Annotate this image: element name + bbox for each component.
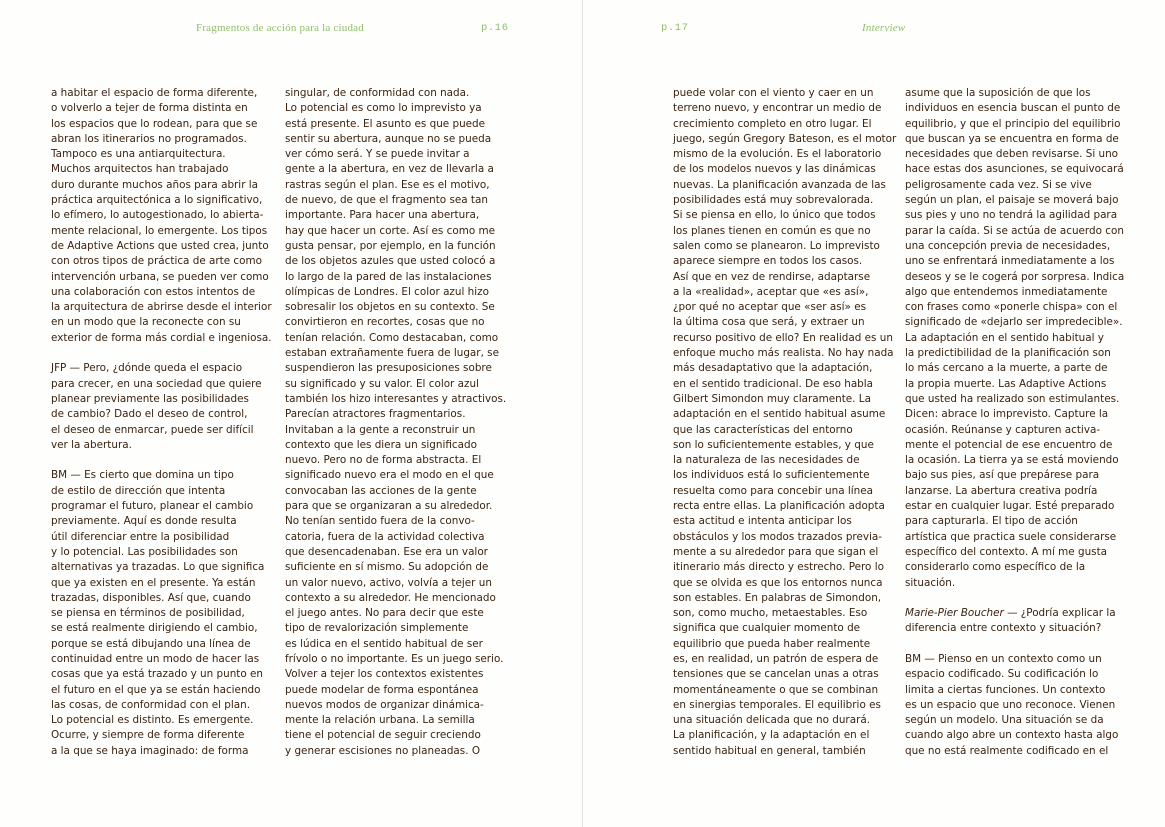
text-line: nuevo. Pero no de forma abstracta. El bbox=[285, 454, 482, 467]
running-title-right: Interview bbox=[862, 22, 906, 34]
text-line: en sinergias temporales. El equilibrio es bbox=[673, 698, 881, 711]
paragraph-gap bbox=[51, 453, 269, 468]
text-line: asume que la suposición de que los bbox=[905, 87, 1091, 99]
text-line: la propia muerte. Las Adaptive Actions bbox=[905, 377, 1107, 390]
text-line: Ocurre, y siempre de forma diferente bbox=[51, 729, 245, 742]
text-line: también los hizo interesantes y atractivos. bbox=[285, 392, 507, 405]
text-line: gente a la abertura, en vez de llevarla a bbox=[285, 163, 494, 176]
text-line: lo más cercano a la muerte, a parte de bbox=[905, 362, 1108, 375]
text-line: espacio codificado. Su codificación lo bbox=[905, 668, 1099, 681]
text-line: La planificación, y la adaptación en el bbox=[673, 729, 870, 742]
text-line: mente el potencial de ese encuentro de bbox=[905, 438, 1113, 451]
text-line: contexto que les diera un significado bbox=[285, 438, 477, 451]
text-line: situación. bbox=[905, 576, 956, 589]
text-line: es lúdica en el sentido habitual de ser bbox=[285, 637, 483, 650]
text-line: Tampoco es una antiarquitectura. bbox=[51, 148, 226, 161]
text-line: la ocasión. La tierra ya se está moviendo bbox=[905, 454, 1119, 467]
text-line: a la «realidad», aceptar que «es así», bbox=[673, 285, 869, 298]
text-line: suficiente en sí mismo. Su adopción de bbox=[285, 561, 489, 574]
text-line: de Adaptive Actions que usted crea, junto bbox=[51, 239, 269, 252]
text-line: y generar escisiones no planeadas. O bbox=[285, 744, 480, 757]
text-line: JFP — Pero, ¿dónde queda el espacio bbox=[51, 362, 243, 375]
text-line: útil diferenciar entre la posibilidad bbox=[51, 530, 230, 543]
text-line: el futuro en el que ya se están haciendo bbox=[51, 683, 261, 696]
text-line: momentáneamente o que se combinan bbox=[673, 683, 879, 696]
text-line: singular, de conformidad con nada. bbox=[285, 87, 470, 99]
text-line: mente relacional, lo emergente. Los tipos bbox=[51, 224, 268, 237]
text-line: aparece siempre en todos los casos. bbox=[673, 255, 863, 268]
text-line: esta actitud e intenta anticipar los bbox=[673, 515, 852, 528]
text-line: hace estas dos asunciones, se equivocará bbox=[905, 163, 1124, 176]
text-line: mismo de la evolución. Es el laboratorio bbox=[673, 148, 882, 161]
text-line: el juego antes. No para decir que este bbox=[285, 607, 484, 620]
text-line: crecimiento completo en otro lugar. El bbox=[673, 117, 872, 130]
text-line: peligrosamente cada vez. Si se vive bbox=[905, 178, 1092, 191]
text-line: sobresalir los objetos en su contexto. Se bbox=[285, 301, 495, 314]
text-line: que desencadenaban. Ese era un valor bbox=[285, 545, 488, 558]
text-line: la predictibilidad de la planificación son bbox=[905, 347, 1111, 360]
text-line: de los objetos azules que usted colocó a bbox=[285, 255, 496, 268]
text-line: significado de «dejarlo ser impredecible». bbox=[905, 316, 1123, 329]
text-line: rastras según el plan. Ese es el motivo, bbox=[285, 178, 490, 191]
text-line: recurso positivo de ello? En realidad es un bbox=[673, 331, 893, 344]
text-line: Dicen: abrace lo imprevisto. Capture la bbox=[905, 408, 1109, 421]
text-line: trazadas, disponibles. Así que, cuando bbox=[51, 591, 251, 604]
text-line: tensiones que se cancelan unas a otras bbox=[673, 668, 879, 681]
text-line: su significado y su valor. El color azul bbox=[285, 377, 479, 390]
text-line: para crecer, en una sociedad que quiere bbox=[51, 377, 262, 390]
text-line: la última cosa que será, y extraer un bbox=[673, 316, 865, 329]
text-line: que ya existen en el presente. Ya están bbox=[51, 576, 256, 589]
text-line: puede volar con el viento y caer en un bbox=[673, 87, 874, 99]
text-line: mente la relación urbana. La semilla bbox=[285, 714, 475, 727]
text-line: obstáculos y los modos trazados previa- bbox=[673, 530, 883, 543]
text-line: contexto a su alrededor. He mencionado bbox=[285, 591, 496, 604]
text-line: equilibrio, y que el principio del equilibrio bbox=[905, 117, 1121, 130]
text-line: equilibrio que pueda haber realmente bbox=[673, 637, 871, 650]
text-line: de nuevo, de que el fragmento sea tan bbox=[285, 194, 488, 207]
text-line: que no está realmente codificado en el bbox=[905, 744, 1109, 757]
text-line: sus pies y uno no tendrá la agilidad para bbox=[905, 209, 1118, 222]
text-line: a habitar el espacio de forma diferente, bbox=[51, 87, 258, 99]
text-line: o volverlo a tejer de forma distinta en bbox=[51, 102, 248, 115]
column-4-body bbox=[905, 86, 1123, 591]
text-line: cosas que ya está trazado y un punto en bbox=[51, 668, 264, 681]
text-line: lo efímero, lo autogestionado, lo abierta- bbox=[51, 209, 264, 222]
text-line: deseos y se le cogerá por sorpresa. Indica bbox=[905, 270, 1125, 283]
text-line: intervención urbana, se pueden ver como bbox=[51, 270, 269, 283]
text-line: son, como mucho, metaestables. Eso bbox=[673, 607, 868, 620]
paragraph-gap bbox=[905, 591, 1123, 606]
text-line: uno se enfrentará inmediatamente a los bbox=[905, 255, 1115, 268]
text-line: es, en realidad, un patrón de espera de bbox=[673, 652, 879, 665]
text-line: las cosas, de conformidad con el plan. bbox=[51, 698, 251, 711]
text-line: significado nuevo era el modo en el que bbox=[285, 469, 494, 482]
text-line: Volver a tejer los contextos existentes bbox=[285, 668, 484, 681]
text-column-3 bbox=[673, 86, 897, 759]
text-line: gusta pensar, por ejemplo, en la función bbox=[285, 239, 496, 252]
text-line: sentir su abertura, aunque no se pueda bbox=[285, 132, 492, 145]
text-line: ver la abertura. bbox=[51, 438, 132, 451]
text-line: necesidades que deben revisarse. Si uno bbox=[905, 148, 1119, 161]
text-line: nuevos modos de organizar dinámica- bbox=[285, 698, 484, 711]
text-line: alternativas ya trazadas. Lo que significa bbox=[51, 561, 265, 574]
text-line: nuevas. La planificación avanzada de las bbox=[673, 178, 886, 191]
text-line: significa que cualquier momento de bbox=[673, 622, 861, 635]
answer-paragraph bbox=[905, 652, 1123, 759]
text-line: está presente. El asunto es que puede bbox=[285, 117, 486, 130]
text-line: Invitaban a la gente a reconstruir un bbox=[285, 423, 476, 436]
text-line: la naturaleza de las necesidades de bbox=[673, 454, 860, 467]
text-line: Si se piensa en ello, lo único que todos bbox=[673, 209, 876, 222]
text-line: lo largo de la pared de las instalaciones bbox=[285, 270, 492, 283]
text-line: específico del contexto. A mí me gusta bbox=[905, 545, 1108, 558]
text-line: los espacios que lo rodean, para que se bbox=[51, 117, 258, 130]
text-line: artística que practica suele considerarse bbox=[905, 530, 1117, 543]
text-line: olímpicas de Londres. El color azul hizo bbox=[285, 285, 489, 298]
text-line: se está realmente dirigiendo el cambio, bbox=[51, 622, 258, 635]
text-line: un valor nuevo, activo, volvía a tejer un bbox=[285, 576, 492, 589]
text-line: adaptación en el sentido habitual asume bbox=[673, 408, 886, 421]
text-line: BM — Es cierto que domina un tipo bbox=[51, 469, 234, 482]
text-line: importante. Para hacer una abertura, bbox=[285, 209, 480, 222]
text-line: mente a su alrededor para que sigan el bbox=[673, 545, 879, 558]
text-line: Gilbert Simondon muy claramente. La bbox=[673, 392, 871, 405]
text-line: duro durante muchos años para abrir la bbox=[51, 178, 259, 191]
text-line: una colaboración con estos intentos de bbox=[51, 285, 256, 298]
text-line: individuos en esencia buscan el punto de bbox=[905, 102, 1121, 115]
text-line: que usted ha realizado son estimulantes. bbox=[905, 392, 1120, 405]
text-line: ver cómo será. Y se puede invitar a bbox=[285, 148, 470, 161]
text-line: suspendieron las presuposiciones sobre bbox=[285, 362, 492, 375]
text-line: son lo suficientemente estables, y que bbox=[673, 438, 874, 451]
text-line: Lo potencial es distinto. Es emergente. bbox=[51, 714, 254, 727]
text-line: según un modelo. Una situación se da bbox=[905, 714, 1104, 727]
text-line: convirtieron en recortes, cosas que no bbox=[285, 316, 485, 329]
text-line: enfoque mucho más realista. No hay nada bbox=[673, 347, 894, 360]
right-page bbox=[583, 0, 1165, 827]
text-line: recta entre ellas. La planificación adopta bbox=[673, 500, 885, 513]
text-line: los individuos está lo suficientemente bbox=[673, 469, 870, 482]
text-line: para que se organizaran a su alrededor. bbox=[285, 500, 493, 513]
text-line: de los modelos nuevos y las dinámicas bbox=[673, 163, 876, 176]
text-line: Parecían atractores fragmentarios. bbox=[285, 408, 466, 421]
text-line: se piensa en términos de posibilidad, bbox=[51, 607, 245, 620]
text-line: estaban extrañamente fuera de lugar, se bbox=[285, 347, 499, 360]
text-line: parar la caída. Si se actúa de acuerdo con bbox=[905, 224, 1124, 237]
text-line: una concepción previa de necesidades, bbox=[905, 239, 1111, 252]
text-line: en el sentido tradicional. De eso habla bbox=[673, 377, 874, 390]
text-line: No tenían sentido fuera de la convo- bbox=[285, 515, 475, 528]
text-line: con frases como «ponerle chispa» con el bbox=[905, 301, 1118, 314]
text-line: tenían relación. Como destacaban, como bbox=[285, 331, 499, 344]
text-line: lanzarse. La abertura creativa podría bbox=[905, 484, 1098, 497]
text-line: para capturarla. El tipo de acción bbox=[905, 515, 1078, 528]
text-line: itinerario más directo y estrecho. Pero lo bbox=[673, 561, 884, 574]
text-line: son estables. En palabras de Simondon, bbox=[673, 591, 882, 604]
text-line: que se olvida es que los entornos nunca bbox=[673, 576, 883, 589]
text-line: a la que se haya imaginado: de forma bbox=[51, 744, 249, 757]
text-line: el deseo de enmarcar, puede ser difícil bbox=[51, 423, 254, 436]
text-line: porque se está dibujando una línea de bbox=[51, 637, 251, 650]
interviewer-name: Marie-Pier Boucher bbox=[905, 607, 1004, 620]
text-line: más desadaptativo que la adaptación, bbox=[673, 362, 873, 375]
text-line: los planes tienen en común es que no bbox=[673, 224, 871, 237]
text-line: hay que hacer un corte. Así es como me bbox=[285, 224, 495, 237]
text-line: convocaban las acciones de la gente bbox=[285, 484, 477, 497]
text-line: según un plan, el paisaje se moverá bajo bbox=[905, 194, 1119, 207]
text-line: de cambio? Dado el deseo de control, bbox=[51, 408, 248, 421]
text-line: sentido habitual en general, también bbox=[673, 744, 866, 757]
text-column-1 bbox=[51, 86, 272, 759]
text-line: es un espacio que uno reconoce. Vienen bbox=[905, 698, 1116, 711]
text-line: catoria, fuera de la actividad colectiva bbox=[285, 530, 485, 543]
text-column-4 bbox=[905, 86, 1123, 759]
text-line: ¿por qué no aceptar que «ser así» es bbox=[673, 301, 866, 314]
text-line: resuelta como para concebir una línea bbox=[673, 484, 873, 497]
text-line: Muchos arquitectos han trabajado bbox=[51, 163, 229, 176]
text-line: de estilo de dirección que intenta bbox=[51, 484, 226, 497]
text-line: bajo sus pies, así que prepárese para bbox=[905, 469, 1100, 482]
text-line: continuidad entre un modo de hacer las bbox=[51, 652, 260, 665]
text-line: una situación delicada que no durará. bbox=[673, 714, 871, 727]
text-line: estar en cualquier lugar. Esté preparado bbox=[905, 500, 1115, 513]
text-line: que buscan ya se encuentra en forma de bbox=[905, 132, 1119, 145]
text-line: considerarlo como específico de la bbox=[905, 561, 1086, 574]
text-line: salen como se planearon. Lo imprevisto bbox=[673, 239, 880, 252]
text-line: Así que en vez de rendirse, adaptarse bbox=[673, 270, 871, 283]
text-line: previamente. Aquí es donde resulta bbox=[51, 515, 237, 528]
text-line: juego, según Gregory Bateson, es el motor bbox=[673, 132, 897, 145]
text-line: terreno nuevo, y encontrar un medio de bbox=[673, 102, 882, 115]
page-number-right: p.17 bbox=[661, 22, 689, 34]
text-line: tipo de revalorización simplemente bbox=[285, 622, 469, 635]
text-line: puede modelar de forma espontánea bbox=[285, 683, 479, 696]
question-line: diferencia entre contexto y situación? bbox=[905, 622, 1102, 635]
text-line: que las características del entorno bbox=[673, 423, 853, 436]
text-line: frívolo o no importante. Es un juego serio. bbox=[285, 652, 504, 665]
text-line: cuando algo abre un contexto hasta algo bbox=[905, 729, 1119, 742]
text-line: BM — Pienso en un contexto como un bbox=[905, 652, 1102, 665]
text-line: La adaptación en el sentido habitual y bbox=[905, 331, 1104, 344]
paragraph-gap bbox=[51, 346, 269, 361]
left-page bbox=[0, 0, 582, 827]
text-line: la arquitectura de abrirse desde el interior bbox=[51, 301, 272, 314]
text-line: práctica arquitectónica a lo significativo, bbox=[51, 194, 263, 207]
page-number-left: p.16 bbox=[481, 22, 509, 34]
text-line: y lo potencial. Las posibilidades son bbox=[51, 545, 238, 558]
text-line: posibilidades está muy sobrevalorada. bbox=[673, 194, 874, 207]
question-line bbox=[905, 606, 1123, 621]
text-line: programar el futuro, planear el cambio bbox=[51, 500, 254, 513]
text-line: planear previamente las posibilidades bbox=[51, 392, 249, 405]
question-text: — ¿Podría explicar la bbox=[1003, 607, 1116, 620]
text-line: ocasión. Reúnanse y capturen activa- bbox=[905, 423, 1101, 436]
text-line: algo que entendemos inmediatamente bbox=[905, 285, 1108, 298]
text-line: tiene el potencial de seguir creciendo bbox=[285, 729, 481, 742]
paragraph-gap bbox=[905, 637, 1123, 652]
text-line: con otros tipos de práctica de arte como bbox=[51, 255, 262, 268]
text-line: en un modo que la reconecte con su bbox=[51, 316, 241, 329]
text-line: limita a ciertas funciones. Un contexto bbox=[905, 683, 1106, 696]
text-column-2 bbox=[285, 86, 507, 759]
text-line: Lo potencial es como lo imprevisto ya bbox=[285, 102, 482, 115]
text-line: exterior de forma más cordial e ingeniosa. bbox=[51, 331, 272, 344]
running-title-left: Fragmentos de acción para la ciudad bbox=[196, 22, 364, 34]
text-line: abran los itinerarios no programados. bbox=[51, 132, 247, 145]
